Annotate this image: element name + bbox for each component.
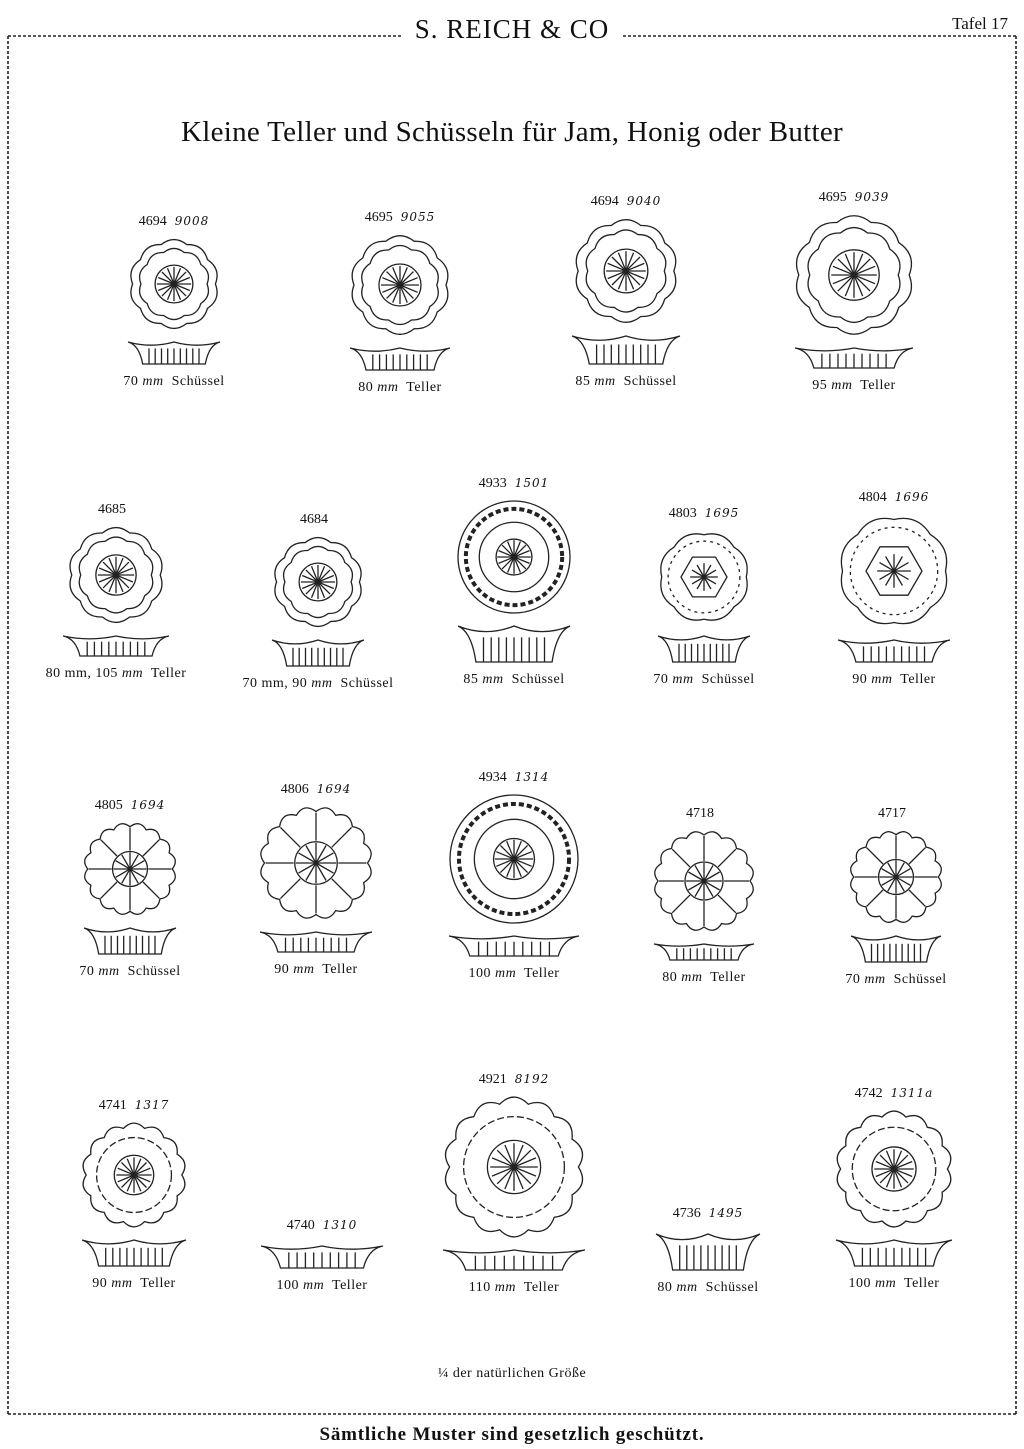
item-number: 4934 1314 bbox=[478, 770, 550, 785]
catalog-item bbox=[414, 1072, 614, 1296]
item-caption: 85 mm Schüssel bbox=[463, 672, 565, 687]
profile-drawing bbox=[259, 1242, 385, 1270]
item-caption: 110 mm Teller bbox=[468, 1280, 560, 1295]
item-caption: 80 mm Teller bbox=[358, 380, 442, 395]
profile-drawing bbox=[570, 332, 682, 366]
catalog-item bbox=[218, 512, 418, 692]
page-title: Kleine Teller und Schüsseln für Jam, Honig oder Butter bbox=[181, 116, 843, 148]
profile-drawing bbox=[793, 344, 915, 370]
item-number: 4741 1317 bbox=[98, 1098, 170, 1113]
plate-drawing bbox=[569, 214, 683, 328]
handwritten-code: 1310 bbox=[322, 1218, 358, 1232]
catalog-item bbox=[526, 194, 726, 390]
profile-drawing bbox=[80, 1236, 188, 1268]
catalog-item bbox=[754, 190, 954, 394]
handwritten-code: 1317 bbox=[134, 1098, 170, 1112]
handwritten-code: 1314 bbox=[514, 770, 550, 784]
item-number: 4694 9008 bbox=[138, 214, 210, 229]
plate-drawing bbox=[255, 802, 377, 924]
item-number: 4694 9040 bbox=[590, 194, 662, 209]
catalog-item bbox=[216, 782, 416, 978]
handwritten-code: 1696 bbox=[894, 490, 930, 504]
plate-drawing bbox=[445, 790, 583, 928]
profile-drawing bbox=[441, 1246, 587, 1272]
item-caption: 100 mm Teller bbox=[276, 1278, 368, 1293]
item-number: 4933 1501 bbox=[478, 476, 550, 491]
catalog-item bbox=[34, 1098, 234, 1292]
plate-drawing bbox=[789, 210, 919, 340]
plate-drawing bbox=[124, 234, 224, 334]
profile-drawing bbox=[652, 940, 756, 962]
handwritten-code: 1695 bbox=[704, 506, 740, 520]
catalog-item bbox=[604, 806, 804, 986]
handwritten-code: 9040 bbox=[626, 194, 662, 208]
handwritten-code: 1501 bbox=[514, 476, 550, 490]
item-caption: 100 mm Teller bbox=[468, 966, 560, 981]
plate-drawing bbox=[831, 1106, 957, 1232]
handwritten-code: 9055 bbox=[400, 210, 436, 224]
item-number: 4695 9055 bbox=[364, 210, 436, 225]
item-number: 4921 8192 bbox=[478, 1072, 550, 1087]
plate-drawing bbox=[63, 522, 169, 628]
handwritten-code: 9039 bbox=[854, 190, 890, 204]
scale-note: ¼ der natürlichen Größe bbox=[437, 1366, 587, 1381]
profile-drawing bbox=[82, 924, 178, 956]
plate-drawing bbox=[345, 230, 455, 340]
item-number: 4806 1694 bbox=[280, 782, 352, 797]
item-number: 4717 bbox=[878, 806, 906, 821]
plate-number: Tafel 17 bbox=[952, 14, 1008, 33]
catalog-item bbox=[74, 214, 274, 390]
profile-drawing bbox=[849, 932, 943, 964]
item-caption: 90 mm Teller bbox=[92, 1276, 176, 1291]
profile-drawing bbox=[447, 932, 581, 958]
handwritten-code: 1694 bbox=[316, 782, 352, 796]
profile-drawing bbox=[348, 344, 452, 372]
catalog-item bbox=[414, 476, 614, 688]
item-number: 4805 1694 bbox=[94, 798, 166, 813]
handwritten-code: 1694 bbox=[130, 798, 166, 812]
item-number: 4685 bbox=[98, 502, 126, 517]
catalog-item bbox=[300, 210, 500, 396]
item-caption: 80 mm Teller bbox=[662, 970, 746, 985]
plate-drawing bbox=[653, 526, 755, 628]
plate-drawing bbox=[649, 826, 759, 936]
handwritten-code: 1495 bbox=[708, 1206, 744, 1220]
item-caption: 70 mm Schüssel bbox=[123, 374, 225, 389]
profile-drawing bbox=[61, 632, 171, 658]
item-caption: 80 mm Schüssel bbox=[657, 1280, 759, 1295]
copyright-footer: Sämtliche Muster sind gesetzlich geschützt. bbox=[0, 1424, 1024, 1446]
item-number: 4695 9039 bbox=[818, 190, 890, 205]
profile-drawing bbox=[456, 622, 572, 664]
plate-drawing bbox=[453, 496, 575, 618]
item-number: 4718 bbox=[686, 806, 714, 821]
catalog-item bbox=[608, 1206, 808, 1296]
item-caption: 80 mm, 105 mm Teller bbox=[45, 666, 187, 681]
plate-drawing bbox=[833, 510, 955, 632]
item-caption: 70 mm, 90 mm Schüssel bbox=[242, 676, 394, 691]
handwritten-code: 8192 bbox=[514, 1072, 550, 1086]
item-number: 4804 1696 bbox=[858, 490, 930, 505]
item-number: 4684 bbox=[300, 512, 328, 527]
catalog-item bbox=[222, 1218, 422, 1294]
item-caption: 70 mm Schüssel bbox=[653, 672, 755, 687]
item-number: 4740 1310 bbox=[286, 1218, 358, 1233]
plate-drawing bbox=[79, 818, 181, 920]
catalog-item bbox=[604, 506, 804, 688]
item-caption: 70 mm Schüssel bbox=[845, 972, 947, 987]
profile-drawing bbox=[836, 636, 952, 664]
catalog-item bbox=[30, 798, 230, 980]
item-caption: 70 mm Schüssel bbox=[79, 964, 181, 979]
catalog-item bbox=[16, 502, 216, 682]
item-caption: 85 mm Schüssel bbox=[575, 374, 677, 389]
handwritten-code: 9008 bbox=[174, 214, 210, 228]
plate-drawing bbox=[77, 1118, 191, 1232]
profile-drawing bbox=[270, 636, 366, 668]
item-caption: 100 mm Teller bbox=[848, 1276, 940, 1291]
item-caption: 90 mm Teller bbox=[852, 672, 936, 687]
profile-drawing bbox=[126, 338, 222, 366]
handwritten-code: 1311a bbox=[890, 1086, 934, 1100]
item-number: 4803 1695 bbox=[668, 506, 740, 521]
item-number: 4742 1311a bbox=[854, 1086, 934, 1101]
plate-drawing bbox=[845, 826, 947, 928]
catalog-item bbox=[414, 770, 614, 982]
profile-drawing bbox=[258, 928, 374, 954]
plate-drawing bbox=[268, 532, 368, 632]
brand-name: S. REICH & CO bbox=[0, 14, 1024, 45]
profile-drawing bbox=[834, 1236, 954, 1268]
catalog-item bbox=[794, 490, 994, 688]
catalog-item bbox=[796, 806, 996, 988]
profile-drawing bbox=[654, 1230, 762, 1272]
item-number: 4736 1495 bbox=[672, 1206, 744, 1221]
profile-drawing bbox=[656, 632, 752, 664]
plate-drawing bbox=[439, 1092, 589, 1242]
catalog-item bbox=[794, 1086, 994, 1292]
item-caption: 90 mm Teller bbox=[274, 962, 358, 977]
item-caption: 95 mm Teller bbox=[812, 378, 896, 393]
